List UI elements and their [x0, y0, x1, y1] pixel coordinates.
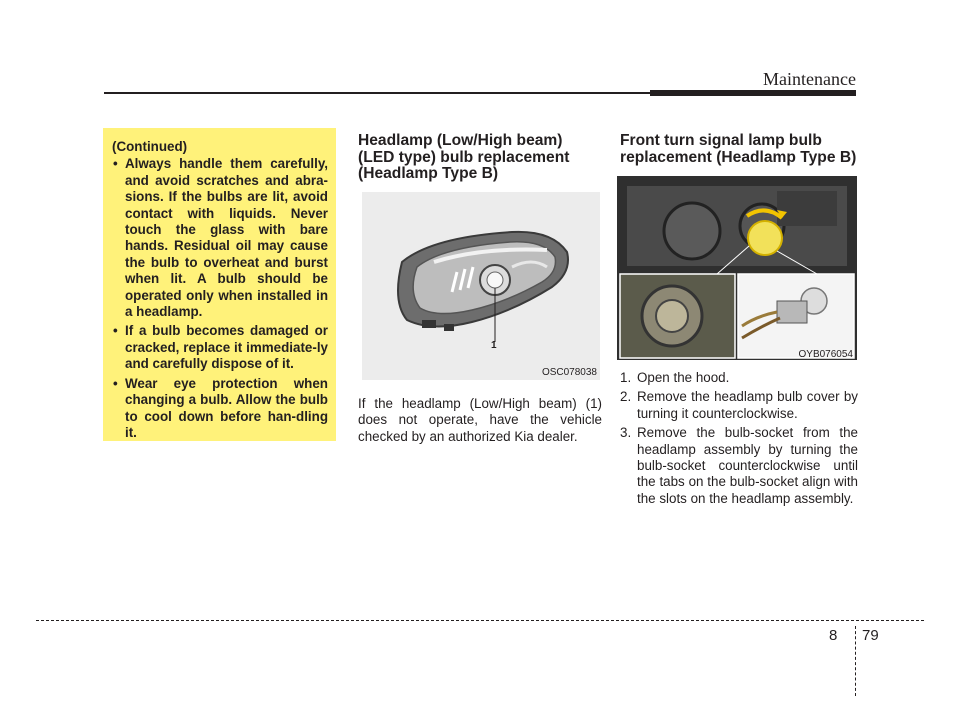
page-number: 79: [862, 627, 879, 644]
warning-item: [111, 323, 328, 372]
footer-rule: [36, 620, 924, 621]
section-turn-signal: [620, 133, 860, 166]
warning-item-text: If a bulb becomes damaged or cracked, replace it immediate-ly and carefully dispose of it.: [125, 323, 328, 372]
step-text: Open the hood.: [637, 370, 730, 385]
headlamp-illustration: [362, 192, 600, 380]
bullet-icon: •: [113, 156, 118, 172]
callout-number: 1: [491, 340, 497, 351]
headlamp-drawing: [362, 192, 600, 380]
step-number: 1.: [620, 370, 632, 385]
image-code: OSC078038: [541, 367, 597, 378]
warning-item: [111, 156, 328, 320]
section-headlamp: [358, 133, 602, 183]
turn-signal-illustration: [617, 176, 857, 360]
warning-item-text: Wear eye protection when changing a bulb. Allow the bulb to cool down before han-dling it.: [125, 375, 328, 440]
headlamp-paragraph: If the headlamp (Low/High beam) (1) does not operate, have the vehicle checked by an authorized Kia dealer.: [358, 396, 602, 444]
section-title: Headlamp (Low/High beam) (LED type) bulb replacement (Headlamp Type B): [358, 132, 570, 182]
chapter-number: 8: [829, 627, 838, 644]
warning-item-text: Always handle them carefully, and avoid scratches and abra-sions. If the bulbs are lit, avoid contact with liquids. Never touch the glass with bare hands. Residual oil may cause the bulb to overheat and burst when lit. A bulb should be operated only when installed in a headlamp.: [125, 156, 328, 320]
step-number: 3.: [620, 425, 632, 441]
bullet-icon: •: [113, 375, 118, 391]
steps-list: [620, 370, 858, 510]
warning-item: [111, 376, 328, 442]
list-item: [620, 389, 858, 422]
warning-continued-label: (Continued): [112, 139, 188, 154]
warning-box: [103, 128, 336, 441]
bullet-icon: •: [113, 323, 118, 339]
list-item: [620, 370, 858, 386]
page-separator: [855, 626, 856, 696]
header-rule-accent: [650, 90, 856, 96]
turn-signal-photo: [617, 176, 857, 360]
step-number: 2.: [620, 389, 632, 405]
section-title: Front turn signal lamp bulb replacement (Headlamp Type B): [620, 132, 857, 166]
running-header: Maintenance: [763, 69, 856, 89]
image-code: OYB076054: [798, 349, 853, 360]
step-text: Remove the headlamp bulb cover by turning it counterclockwise.: [637, 389, 858, 421]
step-text: Remove the bulb-socket from the headlamp assembly by turning the bulb-socket counterclockwise until the tabs on the bulb-socket align with the slots on the headlamp assembly.: [637, 425, 858, 506]
list-item: [620, 425, 858, 507]
